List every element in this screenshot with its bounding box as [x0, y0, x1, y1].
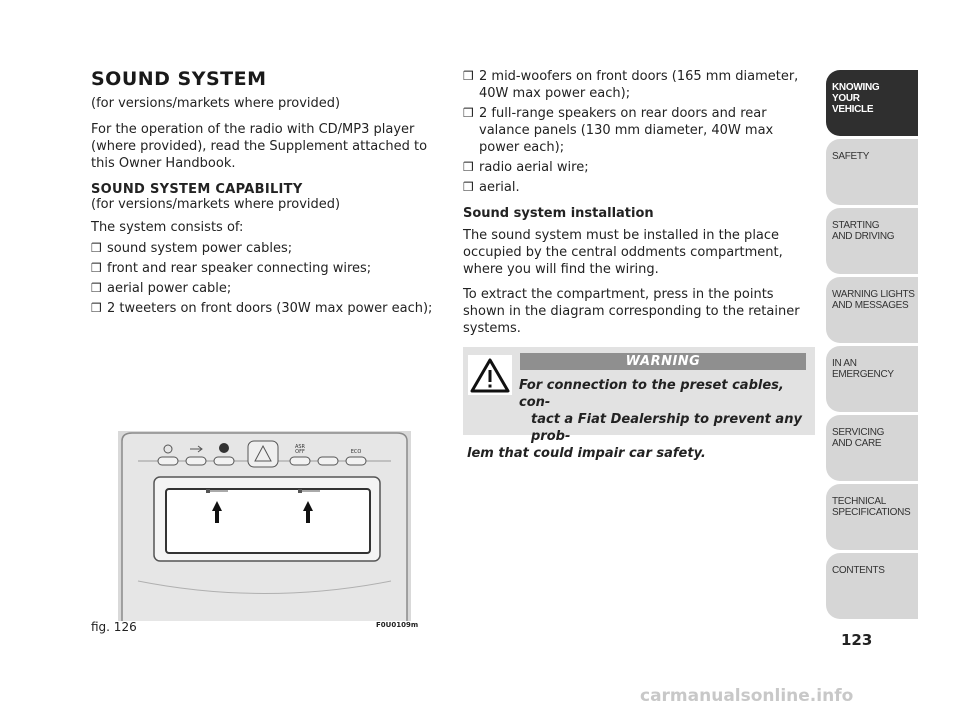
list-item: ❒ sound system power cables; [91, 240, 443, 257]
compartment-diagram [118, 431, 411, 621]
warning-line: For connection to the preset cables, con- [519, 378, 784, 410]
consists-text: The system consists of: [91, 220, 244, 235]
off-label: OFF [295, 449, 305, 455]
watermark: carmanualsonline.info [640, 686, 854, 706]
eco-label: ECO [350, 449, 362, 455]
list-item: ❒ 2 tweeters on front doors (30W max power each); [91, 300, 443, 317]
capability-heading: SOUND SYSTEM CAPABILITY [91, 182, 303, 197]
tab-contents[interactable]: CONTENTS [826, 553, 918, 619]
left-column [91, 68, 443, 320]
installation-paragraph-2: To extract the compartment, press in the points shown in the diagram corresponding to the retainer systems. [463, 287, 800, 336]
list-item: ❒ radio aerial wire; [463, 159, 815, 176]
right-column [463, 68, 815, 345]
list-item: ❒ 2 full-range speakers on rear doors and rear valance panels (130 mm diameter, 40W max power each); [463, 105, 815, 156]
warning-box [463, 347, 815, 461]
component-list-left [91, 240, 443, 317]
list-item: ❒ aerial power cable; [91, 280, 443, 297]
chapter-sidebar [826, 70, 918, 618]
page-number: 123 [841, 631, 873, 649]
asr-label: ASR [294, 444, 306, 450]
tab-starting-and-driving[interactable]: STARTING AND DRIVING [826, 208, 918, 274]
list-item: ❒ 2 mid-woofers on front doors (165 mm diameter, 40W max power each); [463, 68, 815, 102]
tab-warning-lights[interactable]: WARNING LIGHTS AND MESSAGES [826, 277, 918, 343]
page-title: SOUND SYSTEM [91, 68, 267, 90]
warning-label: WARNING [520, 353, 806, 370]
section-subtitle: (for versions/markets where provided) [91, 96, 341, 111]
tab-servicing-and-care[interactable]: SERVICING AND CARE [826, 415, 918, 481]
tab-technical-specifications[interactable]: TECHNICAL SPECIFICATIONS [826, 484, 918, 550]
intro-paragraph: For the operation of the radio with CD/MP3 player (where provided), read the Supplement attached to this Owner Handbook. [91, 122, 428, 171]
capability-subtitle: (for versions/markets where provided) [91, 197, 341, 212]
figure-caption: fig. 126 [91, 620, 137, 634]
warning-text [467, 377, 807, 462]
installation-heading: Sound system installation [463, 206, 654, 221]
installation-paragraph-1: The sound system must be installed in the place occupied by the central oddments compartment, where you will find the wiring. [463, 228, 783, 277]
component-list-right [463, 68, 815, 196]
figure-code: F0U0109m [376, 621, 419, 629]
warning-line: lem that could impair car safety. [467, 446, 706, 461]
list-item: ❒ front and rear speaker connecting wires; [91, 260, 443, 277]
warning-line: tact a Fiat Dealership to prevent any prob- [531, 412, 802, 444]
list-item: ❒ aerial. [463, 179, 815, 196]
tab-knowing-your-vehicle[interactable]: KNOWING YOUR VEHICLE [826, 70, 918, 136]
tab-in-an-emergency[interactable]: IN AN EMERGENCY [826, 346, 918, 412]
tab-safety[interactable]: SAFETY [826, 139, 918, 205]
